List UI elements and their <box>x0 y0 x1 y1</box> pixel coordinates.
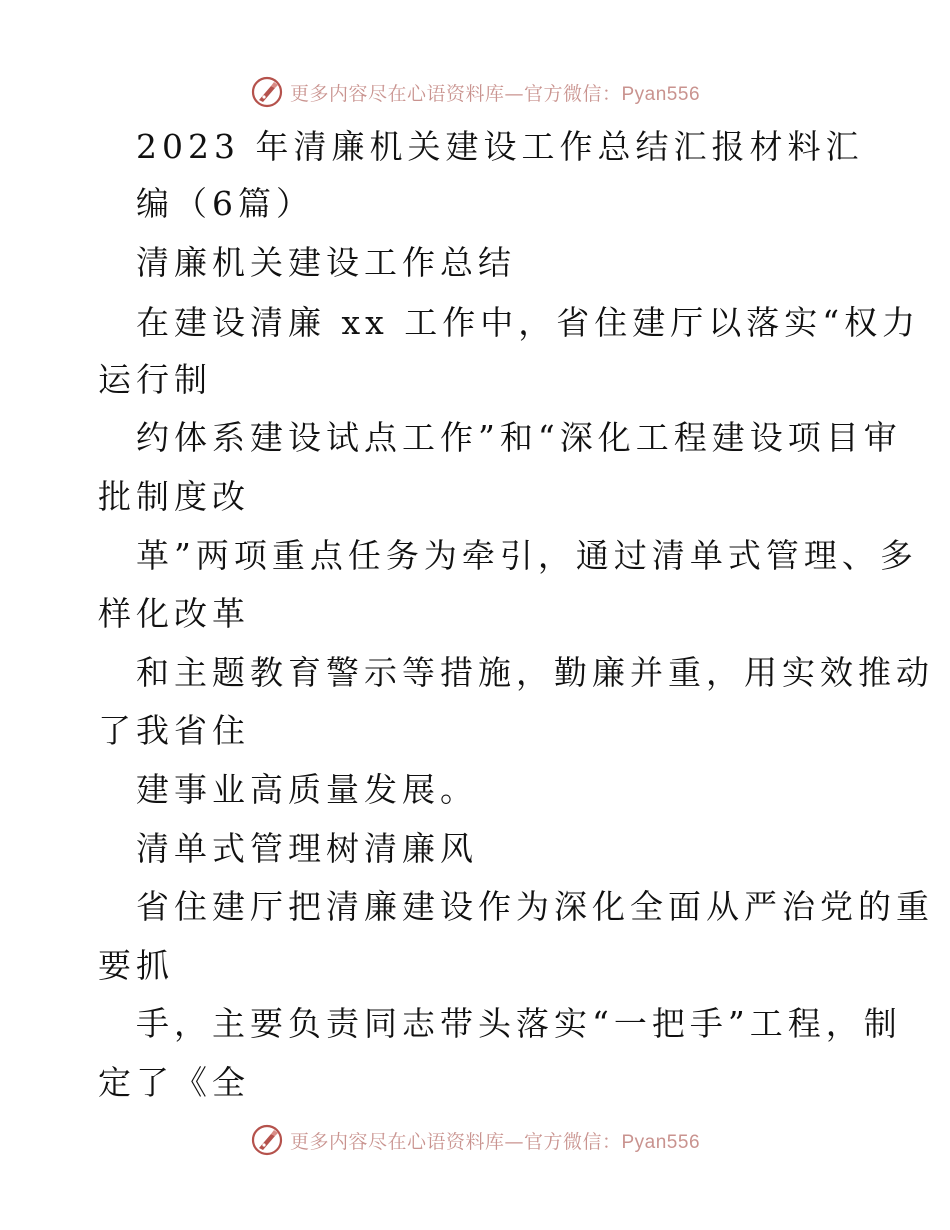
watermark-wechat-text: 官方微信：Pyan556 <box>524 83 701 105</box>
watermark-dash: — <box>504 1130 524 1153</box>
paragraph-line: 和主题教育警示等措施，勤廉并重，用实效推动 <box>136 653 934 692</box>
paragraph-line: 样化改革 <box>98 594 250 633</box>
paragraph-line: 约体系建设试点工作”和“深化工程建设项目审 <box>136 418 902 457</box>
paragraph-line: 手，主要负责同志带头落实“一把手”工程，制 <box>136 1004 902 1043</box>
subsection-heading: 清单式管理树清廉风 <box>136 829 478 868</box>
doc-title-line-1: 2023 年清廉机关建设工作总结汇报材料汇 <box>136 127 864 166</box>
paragraph-line: 在建设清廉 xx 工作中，省住建厅以落实“权力 <box>136 303 921 342</box>
paragraph-line: 定了《全 <box>98 1063 250 1102</box>
watermark-dash: — <box>504 82 524 105</box>
paragraph-line: 革”两项重点任务为牵引，通过清单式管理、多 <box>136 536 918 575</box>
watermark-site-text: 更多内容尽在心语资料库 <box>289 82 505 105</box>
paragraph-line: 要抓 <box>98 946 174 985</box>
watermark-text <box>290 79 700 106</box>
watermark-text <box>290 1127 700 1154</box>
pen-nib-logo-icon <box>250 1123 284 1157</box>
doc-title-line-2: 编（6篇） <box>136 184 314 223</box>
watermark-wechat-text: 官方微信：Pyan556 <box>524 1131 701 1153</box>
paragraph-line: 批制度改 <box>98 477 250 516</box>
paragraph-line: 省住建厅把清廉建设作为深化全面从严治党的重 <box>136 887 934 926</box>
paragraph-line: 建事业高质量发展。 <box>136 770 478 809</box>
watermark-site-text: 更多内容尽在心语资料库 <box>289 1130 505 1153</box>
paragraph-line: 运行制 <box>98 360 212 399</box>
footer-watermark <box>0 1120 950 1160</box>
section-heading: 清廉机关建设工作总结 <box>136 243 516 282</box>
header-watermark <box>0 72 950 112</box>
pen-nib-logo-icon <box>250 75 284 109</box>
paragraph-line: 了我省住 <box>98 711 250 750</box>
